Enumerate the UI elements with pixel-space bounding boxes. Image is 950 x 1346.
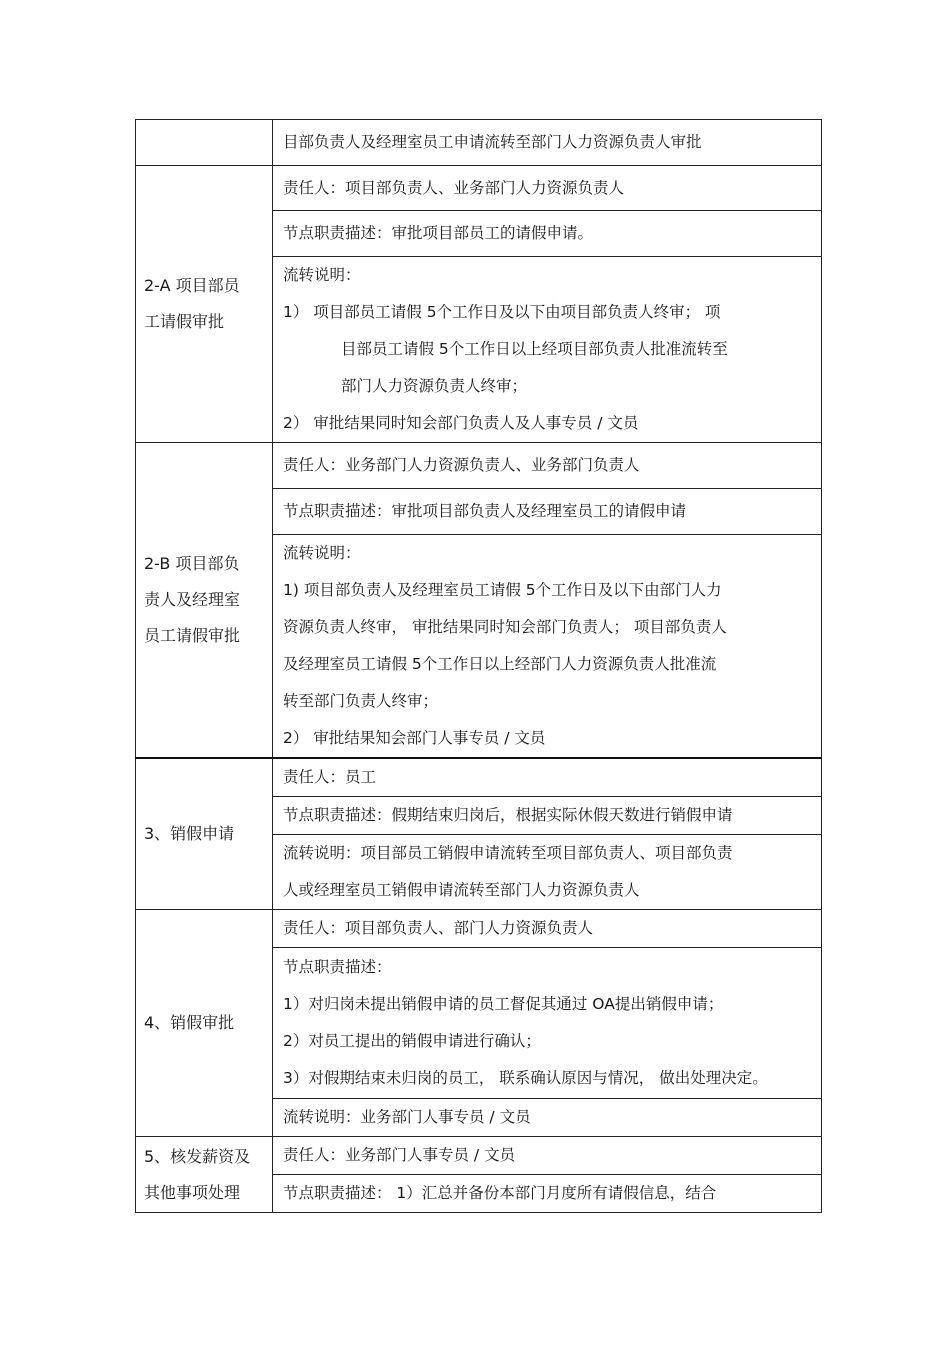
table-row <box>136 1137 822 1175</box>
duty-cell <box>273 948 822 1099</box>
duty-cell <box>273 1175 822 1213</box>
responsible-cell <box>273 910 822 948</box>
responsible-cell <box>273 758 822 797</box>
text-line: 目部负责人及经理室员工申请流转至部门人力资源负责人审批 <box>283 133 702 151</box>
stage-label-line: 5、核发薪资及 <box>144 1146 251 1166</box>
duty-cell <box>273 797 822 835</box>
responsible-cell <box>273 166 822 211</box>
flow-cell <box>273 535 822 759</box>
stage-cell-5 <box>136 1137 273 1213</box>
stage-cell-empty <box>136 120 273 166</box>
stage-label-line: 员工请假审批 <box>144 626 241 645</box>
stage-label-line: 3、销假申请 <box>144 824 235 843</box>
table-row <box>136 166 822 211</box>
responsible-cell <box>273 1137 822 1175</box>
stage-label-line: 2-A 项目部员 <box>144 276 240 295</box>
stage-label-line: 4、销假审批 <box>144 1013 235 1032</box>
flow-cell <box>273 1099 822 1137</box>
flow-cell <box>273 835 822 910</box>
stage-cell-4 <box>136 910 273 1137</box>
text-line: 1）对归岗未提出销假申请的员工督促其通过 OA提出销假申请； <box>283 995 724 1013</box>
text-line: 3）对假期结束未归岗的员工， 联系确认原因与情况， 做出处理决定。 <box>283 1069 768 1087</box>
text-line: 责任人：项目部负责人、部门人力资源负责人 <box>283 919 594 937</box>
stage-label-line: 责人及经理室 <box>144 590 241 609</box>
text-line: 2） 审批结果同时知会部门负责人及人事专员 / 文员 <box>283 414 639 432</box>
text-line: 节点职责描述： <box>283 958 392 976</box>
table-row <box>136 758 822 797</box>
text-line: 节点职责描述：审批项目部员工的请假申请。 <box>283 224 594 242</box>
text-line: 1） 项目部员工请假 5个工作日及以下由项目部负责人终审； 项 <box>283 303 721 321</box>
flow-cell <box>273 257 822 443</box>
text-line: 目部员工请假 5个工作日以上经项目部负责人批准流转至 <box>341 340 728 358</box>
text-line: 责任人：业务部门人力资源负责人、业务部门负责人 <box>283 456 640 474</box>
text-line: 2）对员工提出的销假申请进行确认； <box>283 1032 541 1050</box>
duty-cell <box>273 489 822 535</box>
flow-text-cell <box>273 120 822 166</box>
text-line: 节点职责描述：审批项目部负责人及经理室员工的请假申请 <box>283 502 687 520</box>
text-line: 1) 项目部负责人及经理室员工请假 5个工作日及以下由部门人力 <box>283 581 722 599</box>
text-line: 责任人：项目部负责人、业务部门人力资源负责人 <box>283 178 625 197</box>
text-line: 流转说明：业务部门人事专员 / 文员 <box>283 1108 531 1126</box>
text-line: 流转说明： <box>283 266 361 284</box>
stage-cell-2b <box>136 443 273 759</box>
table-row <box>136 910 822 948</box>
stage-cell-3 <box>136 758 273 910</box>
stage-label-line: 其他事项处理 <box>144 1182 241 1202</box>
text-line: 资源负责人终审， 审批结果同时知会部门负责人； 项目部负责人 <box>283 618 727 636</box>
text-line: 节点职责描述： 1）汇总并备份本部门月度所有请假信息，结合 <box>283 1184 717 1202</box>
stage-cell-2a <box>136 166 273 443</box>
stage-label-line: 2-B 项目部负 <box>144 554 240 573</box>
leave-process-table <box>135 119 822 1213</box>
responsible-cell <box>273 443 822 489</box>
text-line: 流转说明：项目部员工销假申请流转至项目部负责人、项目部负责 <box>283 844 733 862</box>
duty-cell <box>273 211 822 257</box>
text-line: 责任人：员工 <box>283 768 377 786</box>
stage-label-line: 工请假审批 <box>144 312 225 331</box>
text-line: 部门人力资源负责人终审； <box>341 377 528 395</box>
text-line: 及经理室员工请假 5个工作日以上经部门人力资源负责人批准流 <box>283 655 717 673</box>
text-line: 节点职责描述：假期结束归岗后，根据实际休假天数进行销假申请 <box>283 806 733 824</box>
text-line: 责任人：业务部门人事专员 / 文员 <box>283 1146 516 1164</box>
text-line: 2） 审批结果知会部门人事专员 / 文员 <box>283 729 546 747</box>
text-line: 人或经理室员工销假申请流转至部门人力资源负责人 <box>283 881 640 899</box>
text-line: 转至部门负责人终审； <box>283 692 439 710</box>
table-row <box>136 443 822 489</box>
table-row <box>136 120 822 166</box>
text-line: 流转说明： <box>283 544 361 562</box>
